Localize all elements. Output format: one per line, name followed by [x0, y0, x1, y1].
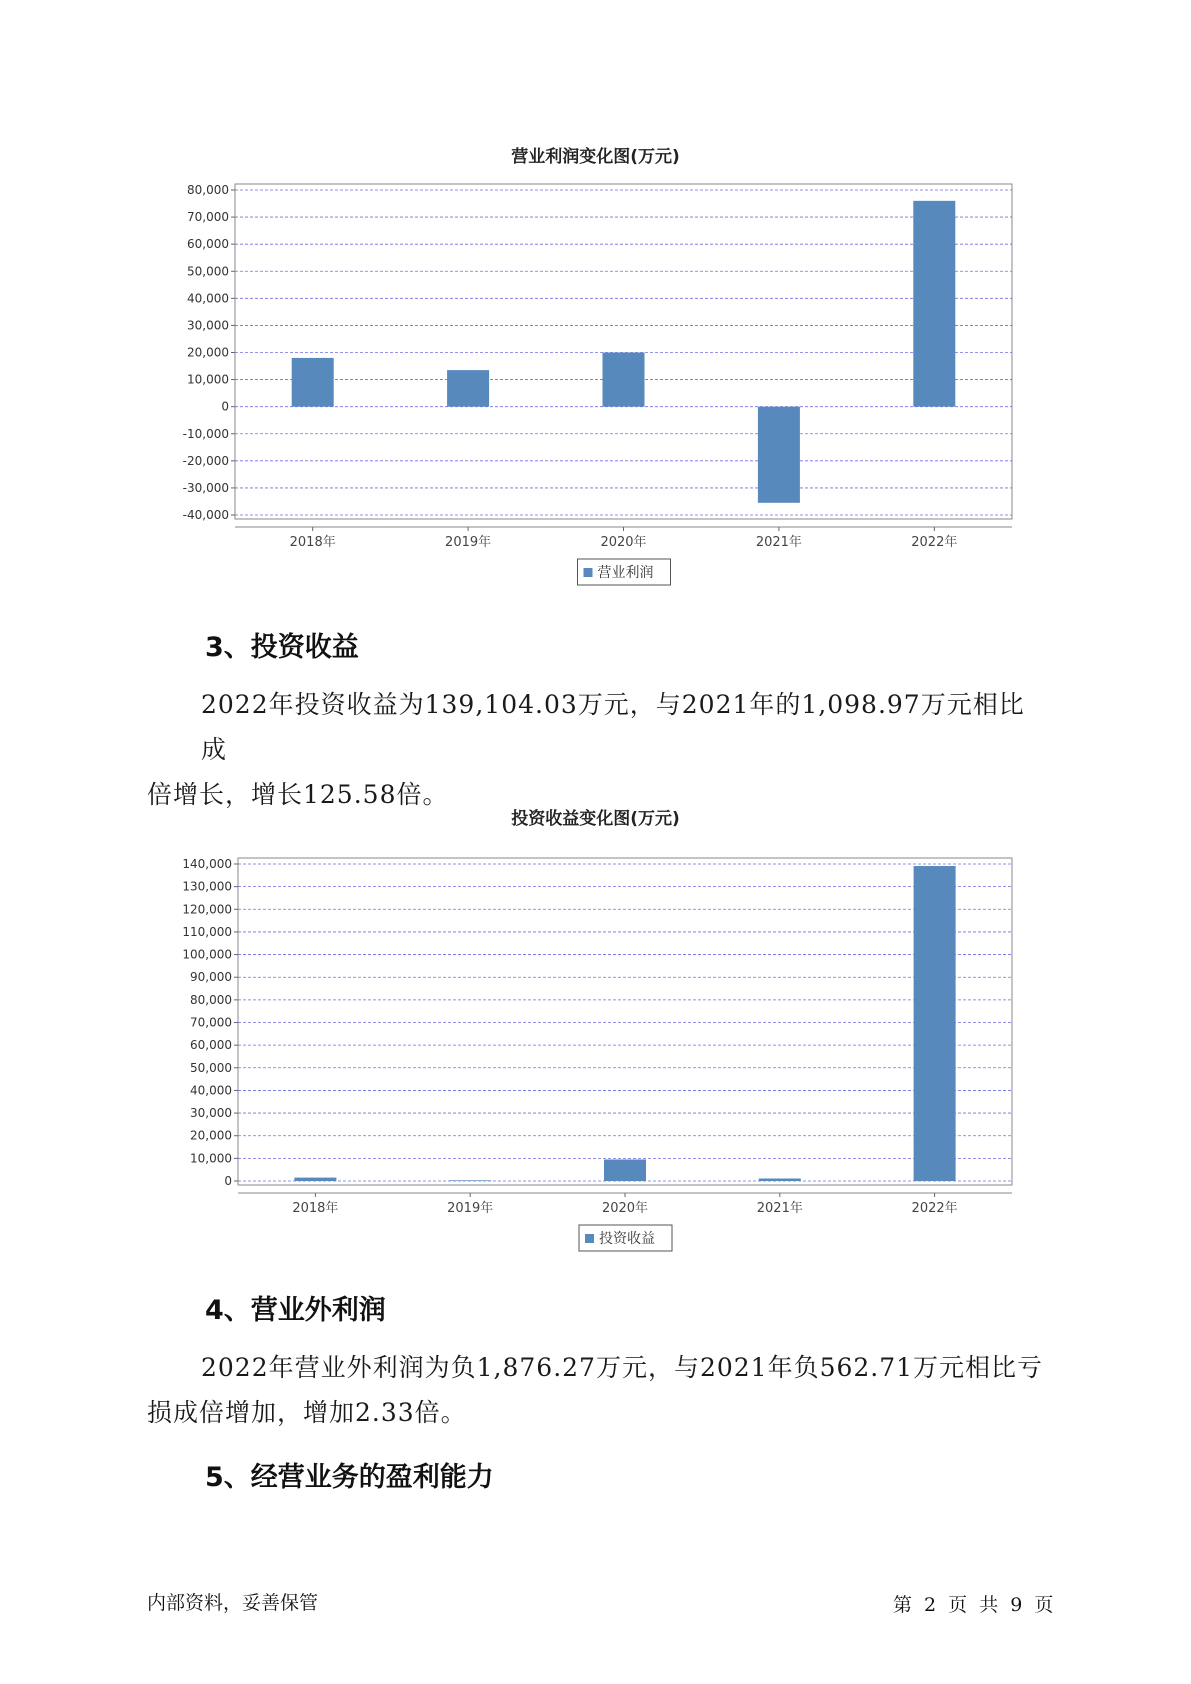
x-tick-label: 2021年	[755, 535, 802, 550]
y-tick-label: 50,000	[190, 1060, 232, 1075]
x-tick-label: 2018年	[292, 1201, 339, 1216]
legend-swatch	[584, 568, 593, 577]
legend-label: 营业利润	[597, 565, 654, 581]
x-tick-label: 2022年	[911, 535, 958, 550]
y-tick-label: 100,000	[182, 947, 232, 962]
bar-2019年	[449, 1180, 491, 1181]
bar-2022年	[914, 866, 956, 1181]
plot-frame	[235, 184, 1012, 519]
y-tick-label: -40,000	[182, 508, 229, 522]
x-tick-label: 2020年	[600, 535, 647, 550]
legend-label: 投资收益	[599, 1231, 655, 1247]
section-3-line-1: 2022年投资收益为139,104.03万元，与2021年的1,098.97万元相比成	[201, 690, 1025, 764]
y-tick-label: 10,000	[190, 1151, 232, 1166]
y-tick-label: 40,000	[190, 1083, 232, 1098]
x-tick-label: 2022年	[911, 1201, 958, 1216]
y-tick-label: 30,000	[187, 318, 229, 333]
bar-2022年	[913, 201, 955, 407]
y-tick-label: 40,000	[187, 291, 229, 306]
footer-confidential-note: 内部资料，妥善保管	[147, 1592, 319, 1614]
y-tick-label: 120,000	[182, 902, 232, 917]
y-tick-label: 60,000	[190, 1038, 232, 1053]
y-tick-label: 60,000	[187, 237, 229, 252]
y-tick-label: 20,000	[190, 1128, 232, 1143]
section-3-line-2: 倍增长，增长125.58倍。	[147, 780, 449, 809]
y-tick-label: -20,000	[182, 453, 229, 468]
bar-2018年	[294, 1178, 336, 1181]
section-4-line-2: 损成倍增加，增加2.33倍。	[147, 1398, 467, 1427]
y-tick-label: 90,000	[190, 970, 232, 985]
bar-2019年	[447, 370, 489, 407]
y-tick-label: 70,000	[190, 1015, 232, 1030]
y-tick-label: 30,000	[190, 1106, 232, 1121]
bar-2018年	[292, 358, 334, 407]
bar-2021年	[758, 407, 800, 503]
section-4-heading: 4、营业外利润	[205, 1295, 386, 1326]
y-tick-label: 50,000	[187, 264, 229, 279]
y-tick-label: 140,000	[182, 857, 232, 871]
y-tick-label: 20,000	[187, 345, 229, 360]
section-3-paragraph	[147, 682, 1047, 817]
y-tick-label: -10,000	[182, 426, 229, 441]
y-tick-label: 130,000	[182, 879, 232, 894]
y-tick-label: -30,000	[182, 480, 229, 495]
operating-profit-chart	[0, 170, 1191, 600]
x-tick-label: 2021年	[756, 1201, 803, 1216]
y-tick-label: 80,000	[190, 992, 232, 1007]
x-tick-label: 2019年	[447, 1201, 494, 1216]
y-tick-label: 0	[221, 399, 229, 414]
investment-income-chart	[0, 832, 1191, 1262]
section-5-heading: 5、经营业务的盈利能力	[205, 1462, 494, 1493]
x-tick-label: 2019年	[445, 535, 492, 550]
chart-2-title: 投资收益变化图(万元)	[511, 809, 680, 829]
bar-2020年	[603, 353, 645, 407]
y-tick-label: 10,000	[187, 372, 229, 387]
y-tick-label: 70,000	[187, 210, 229, 225]
y-tick-label: 0	[224, 1174, 232, 1188]
bar-2020年	[604, 1159, 646, 1181]
section-4-paragraph	[147, 1345, 1047, 1435]
chart-1-title: 营业利润变化图(万元)	[511, 147, 680, 167]
x-tick-label: 2018年	[289, 535, 336, 550]
section-4-line-1: 2022年营业外利润为负1,876.27万元，与2021年负562.71万元相比亏	[201, 1353, 1044, 1382]
legend-swatch	[585, 1234, 594, 1243]
section-3-heading: 3、投资收益	[205, 632, 359, 663]
bar-2021年	[759, 1179, 801, 1181]
x-tick-label: 2020年	[601, 1201, 649, 1216]
y-tick-label: 80,000	[187, 183, 229, 197]
y-tick-label: 110,000	[182, 924, 232, 939]
footer-page-number: 第 2 页 共 9 页	[893, 1594, 1054, 1616]
